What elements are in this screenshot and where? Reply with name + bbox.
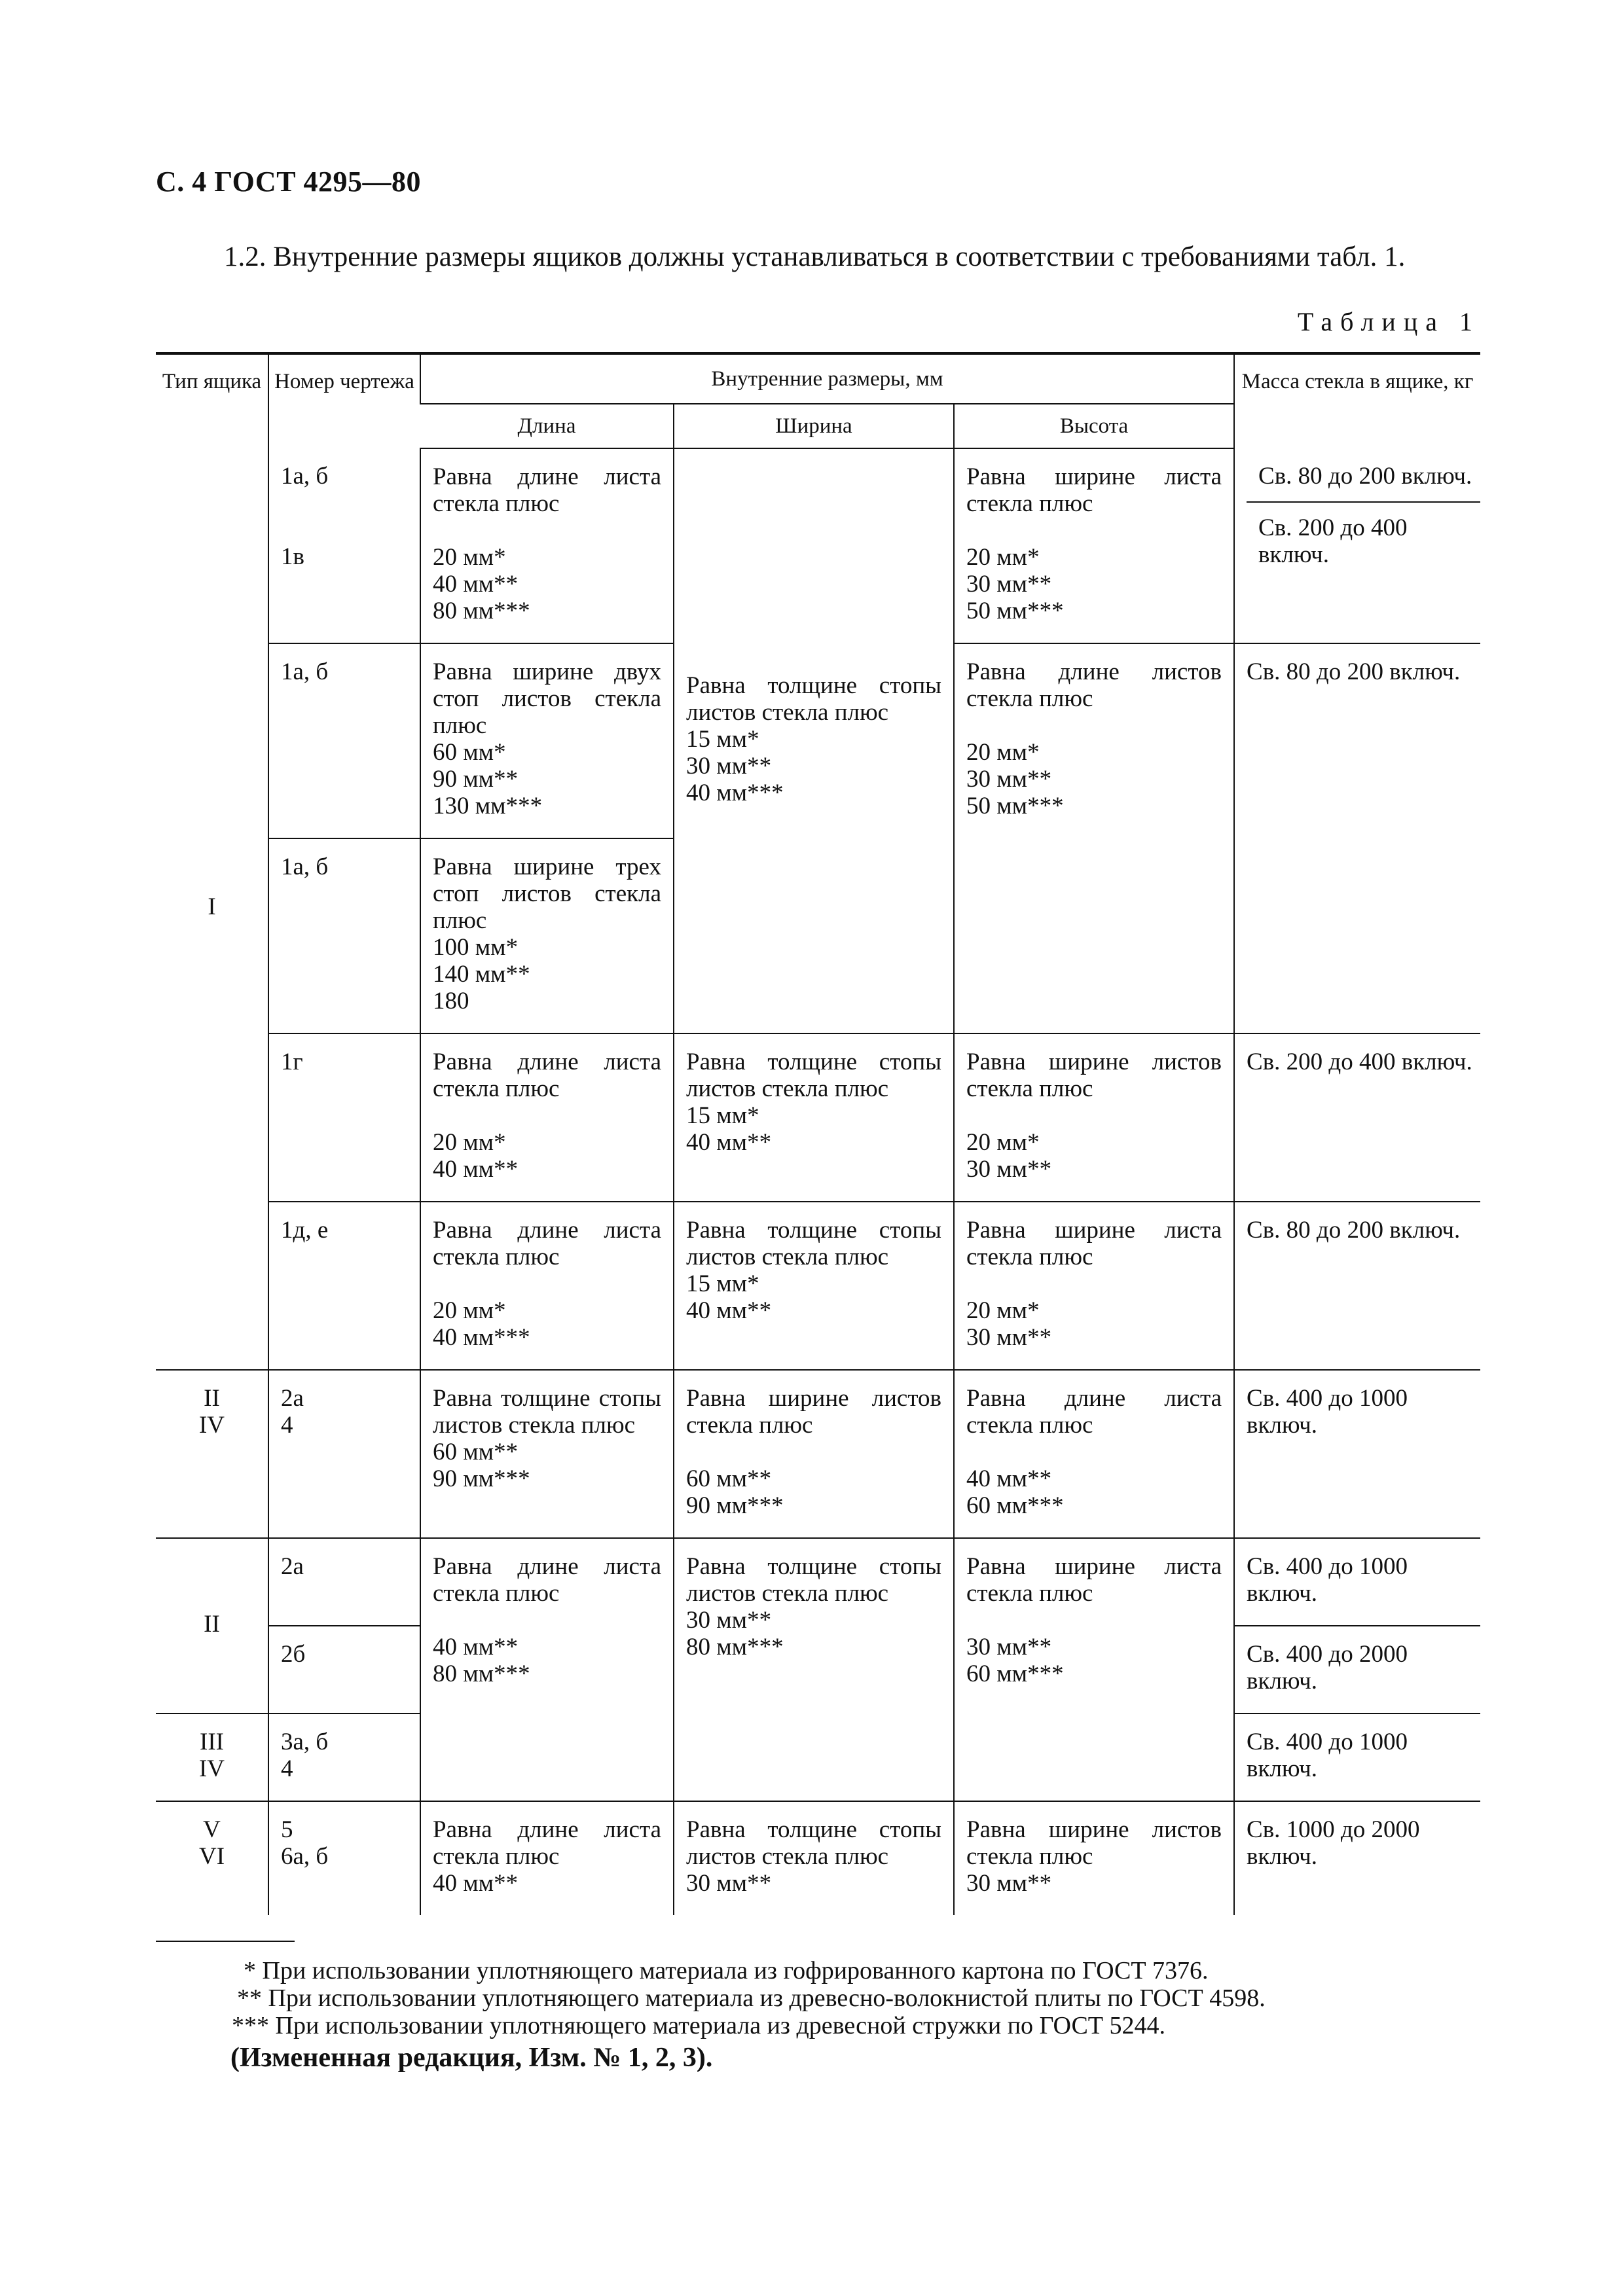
drawing-number-cell <box>268 838 420 1033</box>
width-cell <box>674 1801 954 1915</box>
mass-cell <box>1234 1202 1480 1370</box>
revision-note: (Измененная редакция, Изм. № 1, 2, 3). <box>230 2043 713 2073</box>
width-text: Равна толщине стопы листов стекла плюс 15 мм* 40 мм** <box>686 1049 941 1156</box>
type-text: V VI <box>198 1816 225 1870</box>
drawing-number-text: 1а, б 1в <box>281 463 329 570</box>
drawing-number-cell <box>268 448 420 643</box>
length-cell <box>420 1801 674 1915</box>
type-text: II IV <box>198 1385 225 1439</box>
length-cell <box>420 1370 674 1538</box>
height-cell <box>954 1370 1234 1538</box>
type-text: II <box>204 1610 220 1638</box>
mass-text: Св. 400 до 1000 включ. <box>1247 1729 1408 1782</box>
height-text: Равна ширине листов стекла плюс 20 мм* 30 мм** <box>966 1049 1222 1183</box>
length-text: Равна длине листа стекла плюс 20 мм* 40 мм** <box>433 1049 661 1183</box>
height-text: Равна ширине листов стекла плюс 30 мм** <box>966 1816 1222 1897</box>
mass-cell <box>1234 1626 1480 1713</box>
height-cell <box>954 1202 1234 1370</box>
intro-paragraph: 1.2. Внутренние размеры ящиков должны устанавливаться в соответствии с требованиями табл. 1. <box>224 242 1406 272</box>
drawing-number-cell <box>268 1626 420 1713</box>
drawing-number-text: 5 6а, б <box>281 1816 329 1870</box>
width-cell <box>674 1202 954 1370</box>
drawing-number-cell <box>268 1202 420 1370</box>
type-cell <box>156 1370 268 1538</box>
table-row <box>156 448 1480 643</box>
width-text: Равна толщине стопы листов стекла плюс 30 мм** 80 мм*** <box>686 1553 941 1660</box>
table-row <box>156 1033 1480 1202</box>
type-cell <box>156 1713 268 1801</box>
mass-cell <box>1234 1033 1480 1202</box>
width-cell <box>674 1538 954 1801</box>
footnote-3: *** При использовании уплотняющего материала из древесной стружки по ГОСТ 5244. <box>232 2012 1166 2039</box>
width-cell <box>674 1033 954 1202</box>
mass-cell <box>1234 1801 1480 1915</box>
drawing-number-text: 2а <box>281 1553 304 1580</box>
drawing-number-cell <box>268 1370 420 1538</box>
mass-cell <box>1234 643 1480 1033</box>
header-length: Длина <box>420 404 674 448</box>
height-text: Равна длине листов стекла плюс 20 мм* 30 мм** 50 мм*** <box>966 658 1222 819</box>
type-cell <box>156 1538 268 1713</box>
height-text: Равна длине листа стекла плюс 40 мм** 60 мм*** <box>966 1385 1222 1519</box>
length-cell <box>420 838 674 1033</box>
length-cell <box>420 448 674 643</box>
drawing-number-text: 1г <box>281 1049 303 1075</box>
length-text: Равна толщине стопы листов стекла плюс 60 мм** 90 мм*** <box>433 1385 661 1492</box>
length-cell <box>420 1033 674 1202</box>
type-cell <box>156 448 268 1370</box>
table-row <box>156 1538 1480 1626</box>
mass-text: Св. 80 до 200 включ. <box>1247 448 1480 503</box>
height-cell <box>954 1033 1234 1202</box>
drawing-number-text: 1д, е <box>281 1217 329 1244</box>
mass-text: Св. 400 до 1000 включ. <box>1247 1553 1408 1607</box>
length-text: Равна длине листа стекла плюс 20 мм* 40 мм*** <box>433 1217 661 1351</box>
type-cell <box>156 1801 268 1915</box>
height-text: Равна ширине листа стекла плюс 30 мм** 60 мм*** <box>966 1553 1222 1687</box>
length-cell <box>420 1538 674 1801</box>
mass-text: Св. 200 до 400 включ. <box>1247 1049 1472 1075</box>
width-text: Равна ширине листов стекла плюс 60 мм** 90 мм*** <box>686 1385 941 1519</box>
length-text: Равна длине листа стекла плюс 20 мм* 40 мм** 80 мм*** <box>433 463 661 624</box>
header-height: Высота <box>954 404 1234 448</box>
mass-text: Св. 80 до 200 включ. <box>1247 658 1461 685</box>
drawing-number-cell <box>268 1538 420 1626</box>
length-text: Равна длине листа стекла плюс 40 мм** 80 мм*** <box>433 1553 661 1687</box>
drawing-number-cell <box>268 1033 420 1202</box>
footnotes <box>196 1957 1473 2039</box>
mass-text: Св. 200 до 400 включ. <box>1258 514 1408 568</box>
mass-cell <box>1234 1713 1480 1801</box>
height-text: Равна ширине листа стекла плюс 20 мм* 30 мм** <box>966 1217 1222 1351</box>
width-text: Равна толщине стопы листов стекла плюс 30 мм** <box>686 1816 941 1897</box>
mass-text: Св. 1000 до 2000 включ. <box>1247 1816 1420 1870</box>
width-text: Равна толщине стопы листов стекла плюс 15 мм* 40 мм** <box>686 1217 941 1324</box>
dimensions-table <box>156 352 1480 1915</box>
drawing-number-text: 1а, б <box>281 658 329 685</box>
footnote-2: ** При использовании уплотняющего материала из древесно-волокнистой плиты по ГОСТ 4598. <box>237 1984 1266 2012</box>
mass-text: Св. 80 до 200 включ. <box>1247 1217 1461 1244</box>
mass-cell <box>1234 1370 1480 1538</box>
width-text: Равна толщине стопы листов стекла плюс 15 мм* 30 мм** 40 мм*** <box>686 672 941 806</box>
header-glass-mass: Масса стекла в ящике, кг <box>1234 353 1480 448</box>
header-inner-dimensions: Внутренние размеры, мм <box>420 353 1234 404</box>
height-text: Равна ширине листа стекла плюс 20 мм* 30 мм** 50 мм*** <box>966 463 1222 624</box>
length-text: Равна ширине двух стоп листов стекла плюс 60 мм* 90 мм** 130 мм*** <box>433 658 661 819</box>
length-cell <box>420 643 674 838</box>
width-cell <box>674 1370 954 1538</box>
drawing-number-cell <box>268 1801 420 1915</box>
length-text: Равна ширине трех стоп листов стекла плюс 100 мм* 140 мм** 180 <box>433 853 661 1014</box>
header-drawing-number: Номер чертежа <box>268 353 420 448</box>
table-row <box>156 1801 1480 1915</box>
length-text: Равна длине листа стекла плюс 40 мм** <box>433 1816 661 1897</box>
table-caption: Таблица 1 <box>1297 307 1480 336</box>
footnote-1: * При использовании уплотняющего материала из гофрированного картона по ГОСТ 7376. <box>244 1957 1209 1984</box>
drawing-number-cell <box>268 643 420 838</box>
length-cell <box>420 1202 674 1370</box>
drawing-number-text: 2б <box>281 1641 306 1668</box>
dimensions-table-container <box>156 352 1480 1915</box>
height-cell <box>954 643 1234 1033</box>
mass-text: Св. 400 до 1000 включ. <box>1247 1385 1408 1439</box>
width-cell <box>674 448 954 1033</box>
height-cell <box>954 1538 1234 1801</box>
height-cell <box>954 448 1234 643</box>
drawing-number-text: 2а 4 <box>281 1385 304 1439</box>
table-row <box>156 1202 1480 1370</box>
footnote-divider <box>156 1941 295 1942</box>
drawing-number-text: 3а, б 4 <box>281 1729 329 1782</box>
type-text: I <box>208 893 216 920</box>
page-header: С. 4 ГОСТ 4295—80 <box>156 166 422 198</box>
mass-text: Св. 400 до 2000 включ. <box>1247 1641 1408 1695</box>
drawing-number-text: 1а, б <box>281 853 329 880</box>
table-row <box>156 1370 1480 1538</box>
header-width: Ширина <box>674 404 954 448</box>
type-text: III IV <box>198 1729 225 1782</box>
header-type: Тип ящика <box>156 353 268 448</box>
mass-cell <box>1234 1538 1480 1626</box>
height-cell <box>954 1801 1234 1915</box>
mass-cell <box>1234 448 1480 643</box>
drawing-number-cell <box>268 1713 420 1801</box>
